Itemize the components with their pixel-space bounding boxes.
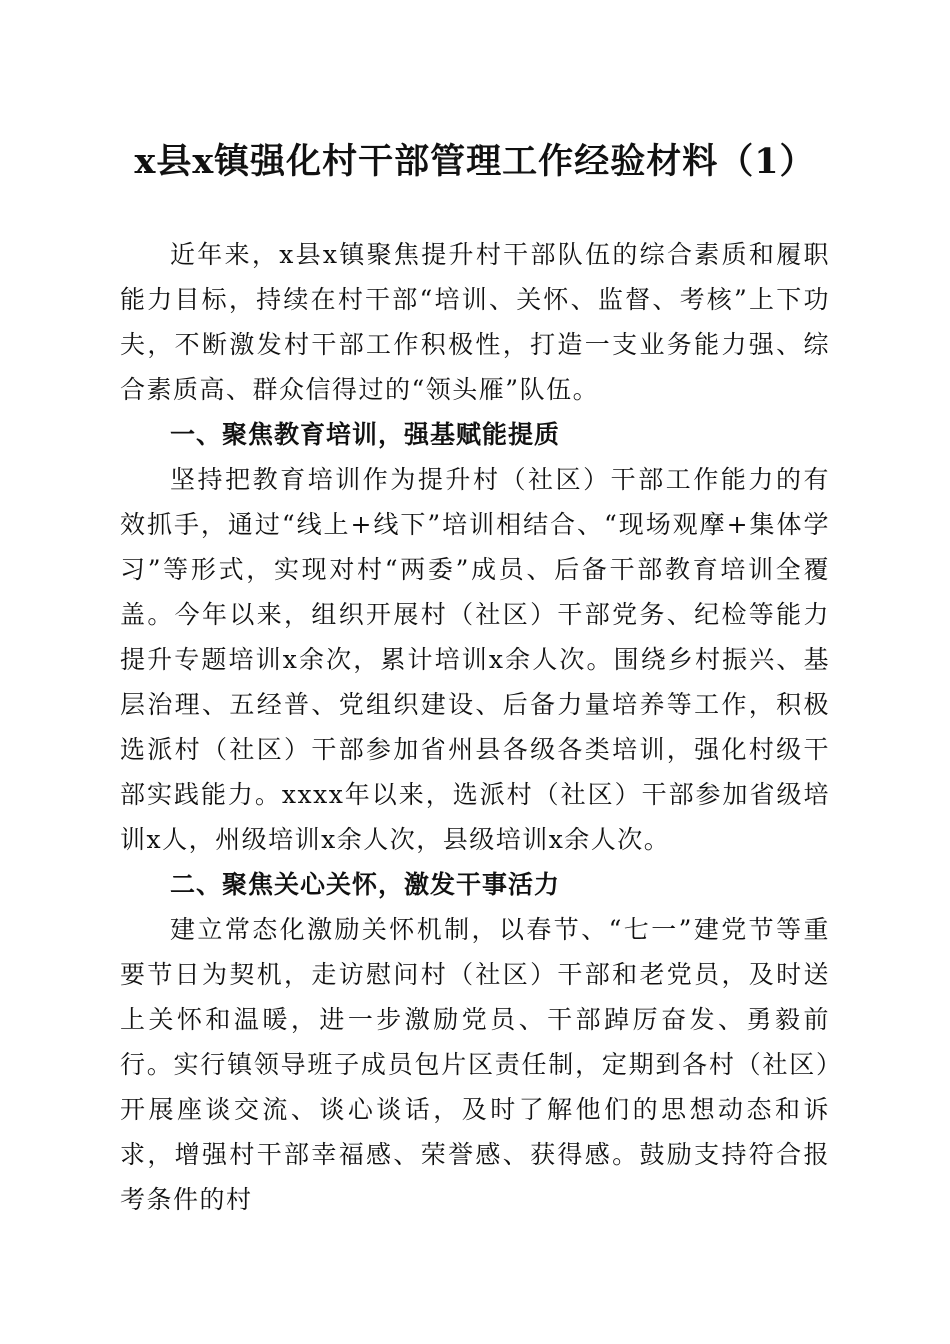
document-body	[120, 232, 830, 1222]
document-title: x县x镇强化村干部管理工作经验材料（1）	[134, 141, 816, 182]
intro-paragraph: 近年来，x县x镇聚焦提升村干部队伍的综合素质和履职能力目标，持续在村干部“培训、关怀、监督、考核”上下功夫，不断激发村干部工作积极性，打造一支业务能力强、综合素质高、群众信得过的“领头雁”队伍。	[120, 240, 830, 404]
section-2-paragraph: 建立常态化激励关怀机制，以春节、“七一”建党节等重要节日为契机，走访慰问村（社区）干部和老党员，及时送上关怀和温暖，进一步激励党员、干部踔厉奋发、勇毅前行。实行镇领导班子成员包片区责任制，定期到各村（社区）开展座谈交流、谈心谈话，及时了解他们的思想动态和诉求，增强村干部幸福感、荣誉感、获得感。鼓励支持符合报考条件的村	[120, 915, 830, 1214]
section-2-heading: 二、聚焦关心关怀，激发干事活力	[170, 870, 561, 899]
section-1-heading: 一、聚焦教育培训，强基赋能提质	[170, 420, 561, 449]
section-1-paragraph: 坚持把教育培训作为提升村（社区）干部工作能力的有效抓手，通过“线上+线下”培训相结合、“现场观摩+集体学习”等形式，实现对村“两委”成员、后备干部教育培训全覆盖。今年以来，组织开展村（社区）干部党务、纪检等能力提升专题培训x余次，累计培训x余人次。围绕乡村振兴、基层治理、五经普、党组织建设、后备力量培养等工作，积极选派村（社区）干部参加省州县各级各类培训，强化村级干部实践能力。xxxx年以来，选派村（社区）干部参加省级培训x人，州级培训x余人次，县级培训x余人次。	[120, 465, 830, 854]
